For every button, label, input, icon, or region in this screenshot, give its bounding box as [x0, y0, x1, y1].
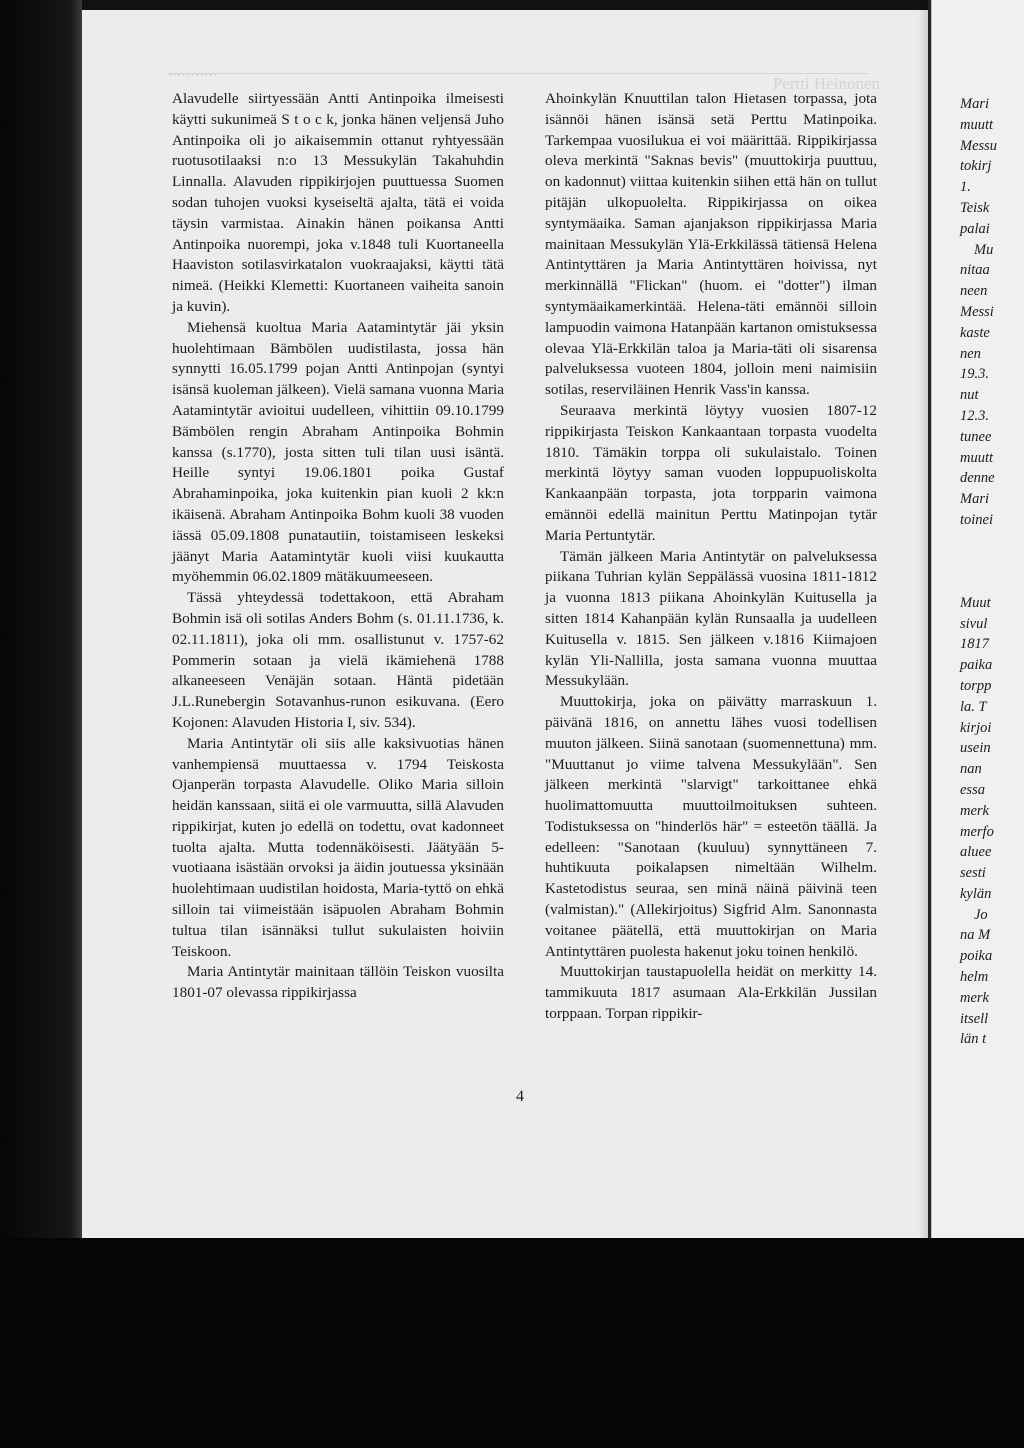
facing-page-text-fragments — [960, 94, 1024, 1050]
scan-border-bottom — [0, 1238, 1024, 1448]
paragraph: Muuttokirja, joka on päivätty marraskuun 1. päivänä 1816, on annettu lähes vuosi todellisen muuton jälkeen. Siinä sanotaan (suomennettuna) mm. "Muuttanut jo viime talvena Messukylään". Sen jälkeen merkintä "slarvigt" tarkoittanee ehkä huolimattomuutta muuttoilmoituksen suhteen. Todistuksessa on "hinderlös här" = esteetön täällä. Ja edelleen: "Sanotaan (kuuluu) synnyttäneen 7. huhtikuuta poikalapsen nimeltään Wilhelm. Kastetodistus seuraa, sen minä näinä päivinä teen (valmistan)." (Allekirjoitus) Sigfrid Alm. Sanonnasta voitanee päätellä, että muuttokirjan on Maria Antintyttären puolesta hakenut joku toinen henkilö. — [545, 693, 877, 960]
paragraph: Maria Antintytär mainitaan tällöin Teiskon vuosilta 1801-07 olevassa rippikirjassa — [172, 963, 504, 1002]
paragraph: Muuttokirjan taustapuolella heidät on merkitty 14. tammikuuta 1817 asumaan Ala-Erkkilän Jussilan torppaan. Torpan rippikir- — [545, 963, 877, 1023]
left-text-column — [172, 89, 504, 1004]
facing-page-line: denne — [960, 470, 995, 487]
facing-page-line: Muut — [960, 594, 991, 611]
facing-page-line: Messi — [960, 303, 994, 320]
paragraph: Seuraava merkintä löytyy vuosien 1807-12 rippikirjasta Teiskon Kankaantaan torpasta vuodelta 1810. Tämäkin torppa oli sukulaistalo. Toinen merkintä löytyy saman vuoden loppupuoliskolta Kankaanpään torpasta, jota torpparin vaimona emännöi edellä mainitun Perttu Matinpojan tytär Maria Pertuntytär. — [545, 401, 877, 544]
facing-page-line: 1817 — [960, 636, 989, 653]
facing-page-line: Mari — [960, 491, 989, 508]
page-number: 4 — [516, 1088, 524, 1105]
bleed-through-header-right: Pertti Heinonen — [772, 74, 880, 93]
facing-page-line: merfo — [960, 823, 994, 840]
facing-page-line: essa — [960, 781, 985, 798]
facing-page-line: palai — [960, 220, 990, 237]
facing-page-line: Mu — [974, 241, 994, 258]
facing-page-line: 19.3. — [960, 366, 989, 383]
facing-page-line: itsell — [960, 1010, 989, 1027]
bleed-through-rule — [168, 73, 868, 74]
facing-page-line: muutt — [960, 116, 994, 133]
facing-page-line: län t — [960, 1031, 987, 1048]
page-gutter-shadow — [918, 0, 932, 1238]
facing-page-line: tokirj — [960, 158, 992, 175]
facing-page-line: 12.3. — [960, 407, 989, 424]
right-text-column — [545, 89, 877, 1025]
facing-page-line: helm — [960, 969, 989, 986]
facing-page-line: poika — [960, 948, 993, 965]
facing-page-line: toinei — [960, 511, 994, 528]
facing-page-line: aluee — [960, 844, 992, 861]
paragraph: Tämän jälkeen Maria Antintytär on palveluksessa piikana Tuhrian kylän Seppälässä vuosina 1811-1812 ja vuonna 1813 piikana Ahoinkylän Kuitusella ja sitten 1814 Kahanpään kylän Runsaalla ja uudelleen Kuitusella v. 1815. Sen jälkeen v.1816 Kiimajoen kylän Yli-Nallilla, josta samana vuonna muuttaa Messukylään. — [545, 547, 877, 690]
facing-page-line: sivul — [960, 615, 988, 632]
facing-page-line: Messu — [960, 137, 998, 154]
scan-border-left — [0, 0, 82, 1448]
facing-page-line: neen — [960, 283, 988, 300]
facing-page-line: paika — [960, 657, 993, 674]
facing-page-line: nut — [960, 387, 979, 404]
paragraph: Tässä yhteydessä todettakoon, että Abraham Bohmin isä oli sotilas Anders Bohm (s. 01.11.1736, k. 02.11.1811), joka oli mm. osallistunut v. 1757-62 Pommerin sotaan ja vielä ikämiehenä 1788 alkaneeseen Venäjän sotaan. Häntä pidetään J.L.Runebergin Sotavanhus-runon esikuvana. (Eero Kojonen: Alavuden Historia I, siv. 534). — [172, 589, 504, 731]
facing-page-line: kaste — [960, 324, 990, 341]
facing-page-line: usein — [960, 740, 991, 757]
facing-page-line: nitaa — [960, 262, 990, 279]
facing-page-line: 1. — [960, 179, 971, 196]
facing-page-line: Teisk — [960, 199, 990, 216]
paragraph: Ahoinkylän Knuuttilan talon Hietasen torpassa, jota isännöi hänen isänsä setä Perttu Matinpoika. Tarkempaa vuosilukua ei voi määrittää. Rippikirjassa oleva merkintä "Saknas bevis" (muuttokirja puuttuu, on kadonnut) viittaa kuitenkin siihen että hän on tullut pitäjän ulkopuolelta. Rippikirjassa on oikea syntymäaika. Saman ajanjakson rippikirjassa Maria mainitaan Messukylän Ylä-Erkkilässä tätiensä Helena Antintyttären ja Maria Antintyttären hoivissa, nyt merkinnällä "Flickan" (huom. ei "dotter") ilman syntymäaikamerkintää. Helena-täti emännöi silloin lampuodin vaimona Hatanpään kartanon omistuksessa olevaa Ylä-Erkkilän taloa ja Maria-täti oli sisarensa palveluksessa vuoteen 1804, jolloin meni naimisiin sotilas, reserviläinen Henrik Vass'in kanssa. — [545, 90, 877, 399]
paragraph: Maria Antintytär oli siis alle kaksivuotias hänen vanhempiensä muuttaessa v. 1794 Teiskosta Ojanperän torpasta Alavudelle. Oliko Maria silloin heidän kanssaan, siitä ei ole varmuutta, sillä Alavuden rippikirjat, kuten jo edellä on todettu, ovat kadonneet tuolta ajalta. Mutta todennäköisesti. Jäätyään 5-vuotiaana isästään orvoksi ja äidin joutuessa yksinään huolehtimaan uudistilan hoidosta, Maria-tyttö on ehkä silloin tai viimeistään isäpuolen Abraham Bohmin tultua tilan isännäksi tullut sukulaisten hoiviin Teiskoon. — [172, 734, 504, 960]
facing-page-line: Mari — [960, 96, 989, 112]
facing-page-line: sesti — [960, 865, 986, 882]
fragment-spacer — [960, 531, 1024, 593]
facing-page-line: muutt — [960, 449, 994, 466]
paragraph: Miehensä kuoltua Maria Aatamintytär jäi yksin huolehtimaan Bämbölen uudistilasta, jossa hän synnytti 16.05.1799 pojan Antti Antinpojan (syntyi isänsä kuoleman jälkeen). Vielä samana vuonna Maria Aatamintytär avioitui uudelleen, vihittiin 09.10.1799 Bämbölen rengin Abraham Antinpoika Bohmin kanssa (s.1770), josta sitten tuli tilan uusi isäntä. Heille syntyi 19.06.1801 poika Gustaf Abrahaminpoika, joka kuitenkin pian kuoli 2 kk:n ikäisenä. Abraham Antinpoika Bohm kuoli 38 vuoden iässä 05.09.1808 punatautiin, toistamiseen leskeksi jäänyt Maria Aatamintytär kuoli viisi kuukautta myöhemmin 06.02.1809 mätäkuumeeseen. — [172, 318, 504, 586]
facing-page-line: torpp — [960, 677, 992, 694]
facing-page-line: merk — [960, 989, 989, 1006]
facing-page-line: merk — [960, 802, 989, 819]
facing-page-line: Jo — [974, 906, 988, 923]
facing-page-line: kylän — [960, 885, 992, 902]
facing-page-line: na M — [960, 927, 991, 944]
facing-page-line: la. T — [960, 698, 987, 715]
facing-page-line: nan — [960, 761, 982, 778]
facing-page-line: nen — [960, 345, 981, 362]
paragraph: Alavudelle siirtyessään Antti Antinpoika ilmeisesti käytti sukunimeä S t o c k, jonka hänen veljensä Juho Antinpoika oli jo aikaisemmin ottanut ryhtyessään ruotusotilaaksi n:o 13 Messukylän Takahuhdin Linnalla. Alavuden rippikirjojen puuttuessa Suomen sodan tuhojen vuoksi kyseiseltä ajalta, tätä ei voida täysin varmistaa. Ainakin hänen poikansa Antti Antinpoika nuorempi, joka v.1848 tuli Kuortaneella Haaviston sotilasvirkatalon vuokraajaksi, käytti tätä nimeä. (Heikki Klemetti: Kuortaneen vaiheita sanoin ja kuvin). — [172, 90, 504, 315]
facing-page-line: kirjoi — [960, 719, 992, 736]
bleed-through-header-left: ........... — [168, 60, 218, 80]
facing-page-line: tunee — [960, 428, 992, 445]
